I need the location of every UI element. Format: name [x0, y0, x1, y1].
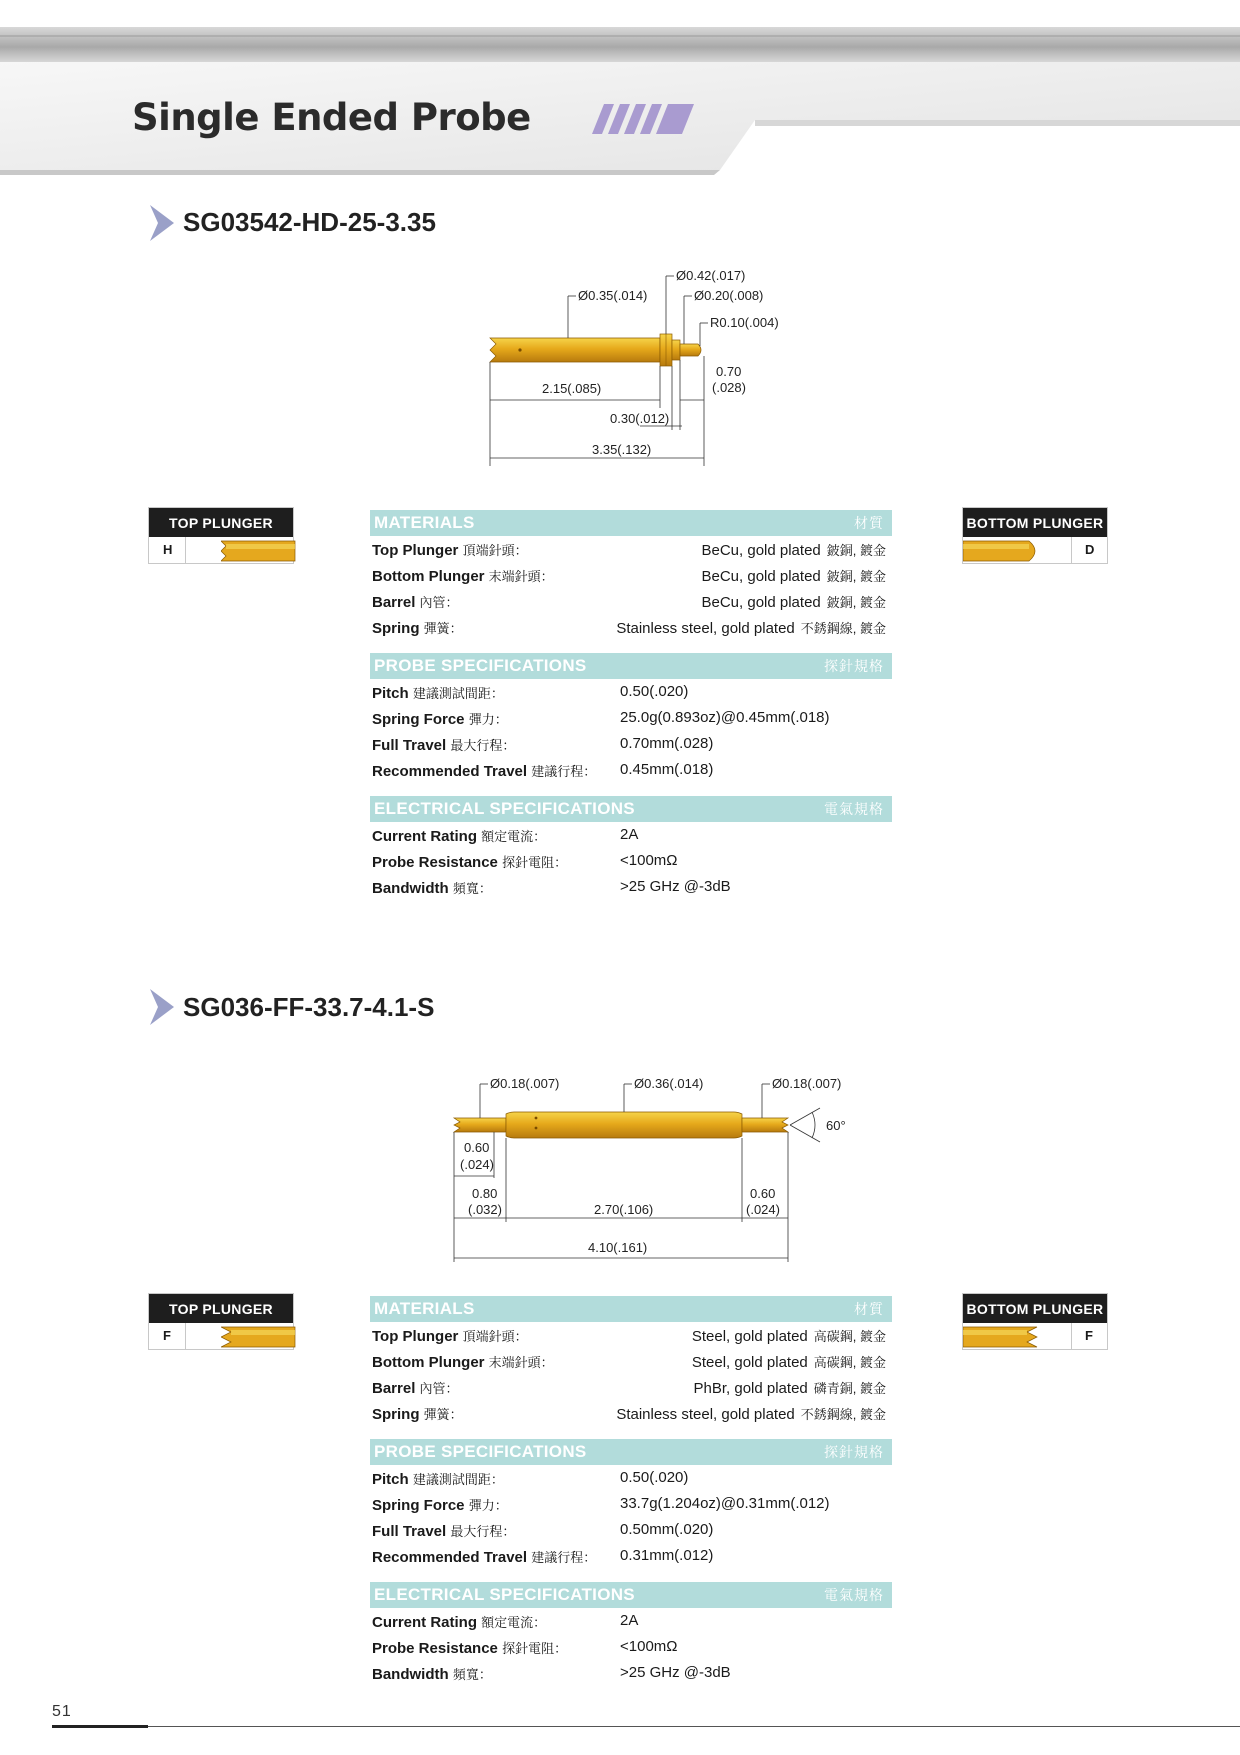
dim-label: 2.70(.106): [594, 1202, 654, 1217]
plunger-code: F: [163, 1328, 171, 1343]
dim-label: 3.35(.132): [592, 442, 652, 457]
header-banner: [0, 0, 1240, 180]
bottom-plunger-box: [962, 507, 1108, 564]
barrel-shape: [506, 1112, 742, 1138]
probe-spec-row: Full Travel 最大行程： 0.70mm(.028): [372, 735, 714, 754]
materials-row: Barrel 內管： PhBr, gold plated 磷青銅, 鍍金: [372, 1380, 886, 1397]
page-number: 51: [52, 1703, 72, 1720]
section-arrow-icon: [148, 987, 178, 1027]
probe-specs-header: PROBE SPECIFICATIONS 探針規格: [370, 1439, 892, 1465]
dim-label: Ø0.18(.007): [772, 1076, 842, 1091]
materials-row: Top Plunger 頂端針頭： BeCu, gold plated 鈹銅, 鍍金: [372, 542, 886, 559]
plunger-shape: [680, 344, 701, 356]
probe-spec-row: Pitch 建議測試間距： 0.50(.020): [372, 1469, 689, 1488]
footer-divider: [52, 1726, 1240, 1727]
top-plunger-box: [148, 1293, 294, 1350]
dim-label: 0.60: [464, 1140, 490, 1155]
materials-header: MATERIALS 材質: [370, 1296, 892, 1322]
dim-label: Ø0.18(.007): [490, 1076, 560, 1091]
electrical-spec-row: Current Rating 額定電流： 2A: [372, 826, 639, 845]
page-title: Single Ended Probe: [132, 96, 531, 139]
probe-spec-row: Spring Force 彈力： 33.7g(1.204oz)@0.31mm(.012): [372, 1495, 830, 1514]
dim-label: 4.10(.161): [588, 1240, 648, 1255]
materials-row: Bottom Plunger 末端針頭： BeCu, gold plated 鈹銅, 鍍金: [372, 568, 886, 585]
probe-spec-row: Pitch 建議測試間距： 0.50(.020): [372, 683, 689, 702]
probe-spec-row: Full Travel 最大行程： 0.50mm(.020): [372, 1521, 714, 1540]
top-plunger-header: TOP PLUNGER: [149, 1294, 293, 1323]
electrical-specs-header: ELECTRICAL SPECIFICATIONS 電氣規格: [370, 1582, 892, 1608]
materials-row: Spring 彈簧： Stainless steel, gold plated 不銹鋼線, 鍍金: [372, 620, 886, 637]
dim-label: 0.60: [750, 1186, 776, 1201]
probe-spec-row: Recommended Travel 建議行程： 0.45mm(.018): [372, 761, 714, 780]
product-title: SG036-FF-33.7-4.1-S: [183, 992, 435, 1022]
dim-label: 2.15(.085): [542, 381, 602, 396]
probe-specs-header: PROBE SPECIFICATIONS 探針規格: [370, 653, 892, 679]
probe-drawing: [470, 258, 870, 468]
bottom-plunger-header: BOTTOM PLUNGER: [963, 508, 1107, 537]
electrical-spec-row: Probe Resistance 探針電阻： <100mΩ: [372, 852, 678, 871]
plunger-f-icon: [221, 1326, 297, 1348]
footer-accent: [52, 1725, 148, 1728]
dim-label: 0.70: [716, 364, 742, 379]
dim-label: 0.80: [472, 1186, 498, 1201]
electrical-specs-header: ELECTRICAL SPECIFICATIONS 電氣規格: [370, 796, 892, 822]
top-plunger-box: [148, 507, 294, 564]
dim-label: 60°: [826, 1118, 846, 1133]
spec-block: [370, 510, 892, 900]
barrel-shape: [490, 338, 660, 362]
probe-drawing: [440, 1068, 880, 1268]
plunger-code: D: [1085, 542, 1095, 557]
plunger-code: H: [163, 542, 173, 557]
dim-label: (.024): [460, 1157, 494, 1172]
electrical-spec-row: Bandwidth 頻寬： >25 GHz @-3dB: [372, 1664, 731, 1683]
dim-label: Ø0.42(.017): [676, 268, 746, 283]
materials-header: MATERIALS 材質: [370, 510, 892, 536]
plunger-d-icon: [963, 540, 1043, 562]
dim-label: Ø0.36(.014): [634, 1076, 704, 1091]
electrical-spec-row: Bandwidth 頻寬： >25 GHz @-3dB: [372, 878, 731, 897]
materials-row: Spring 彈簧： Stainless steel, gold plated 不銹鋼線, 鍍金: [372, 1406, 886, 1423]
plunger-shape: [742, 1118, 788, 1132]
probe-spec-row: Recommended Travel 建議行程： 0.31mm(.012): [372, 1547, 714, 1566]
dim-label: (.028): [712, 380, 746, 395]
product-title: SG03542-HD-25-3.35: [183, 207, 436, 237]
materials-row: Bottom Plunger 末端針頭： Steel, gold plated 高碳鋼, 鍍金: [372, 1354, 886, 1371]
spec-block: [370, 1296, 892, 1686]
dim-label: (.032): [468, 1202, 502, 1217]
bottom-plunger-header: BOTTOM PLUNGER: [963, 1294, 1107, 1323]
plunger-f-icon: [963, 1326, 1039, 1348]
dim-label: Ø0.20(.008): [694, 288, 764, 303]
probe-spec-row: Spring Force 彈力： 25.0g(0.893oz)@0.45mm(.018): [372, 709, 830, 728]
electrical-spec-row: Current Rating 額定電流： 2A: [372, 1612, 639, 1631]
materials-row: Top Plunger 頂端針頭： Steel, gold plated 高碳鋼, 鍍金: [372, 1328, 886, 1345]
top-plunger-header: TOP PLUNGER: [149, 508, 293, 537]
dim-label: (.024): [746, 1202, 780, 1217]
section-arrow-icon: [148, 203, 178, 243]
dim-label: 0.30(.012): [610, 411, 670, 426]
materials-row: Barrel 內管： BeCu, gold plated 鈹銅, 鍍金: [372, 594, 886, 611]
bottom-plunger-box: [962, 1293, 1108, 1350]
plunger-code: F: [1085, 1328, 1093, 1343]
electrical-spec-row: Probe Resistance 探針電阻： <100mΩ: [372, 1638, 678, 1657]
dim-label: R0.10(.004): [710, 315, 779, 330]
plunger-h-icon: [221, 540, 297, 562]
dim-label: Ø0.35(.014): [578, 288, 648, 303]
